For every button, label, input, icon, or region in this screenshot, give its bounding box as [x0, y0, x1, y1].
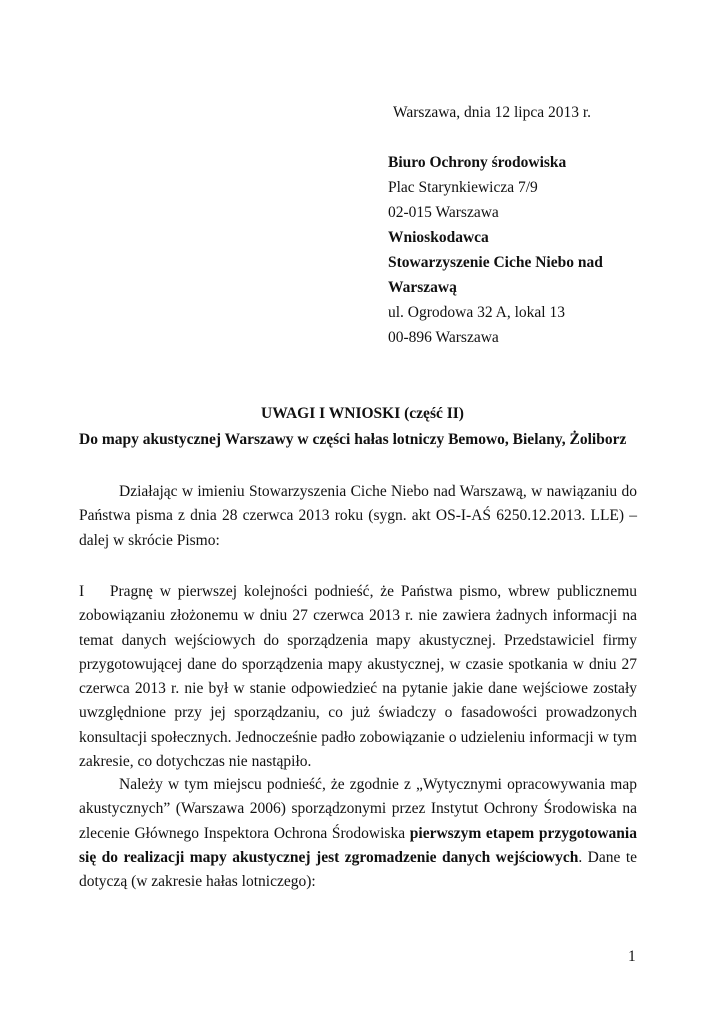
intro-paragraph: Działając w imieniu Stowarzyszenia Ciche Niebo nad Warszawą, w nawiązaniu do Państwa pisma z dnia 28 czerwca 2013 roku (sygn. akt OS-I-AŚ 6250.12.2013. LLE) – dalej w skrócie Pismo: — [79, 483, 637, 549]
document-subtitle: Do mapy akustycznej Warszawy w części hałas lotniczy Bemowo, Bielany, Żoliborz — [79, 431, 627, 448]
applicant-name-line1: Stowarzyszenie Ciche Niebo nad — [388, 254, 603, 271]
applicant-street: ul. Ogrodowa 32 A, lokal 13 — [388, 304, 565, 321]
section-text: Pragnę w pierwszej kolejności podnieść, że Państwa pismo, wbrew publicznemu zobowiązaniu złożonemu w dniu 27 czerwca 2013 r. nie zawiera żadnych informacji na temat danych wejściowych do sporządzenia mapy akustycznej. Przedstawiciel firmy przygotowującej dane do sporządzenia mapy akustycznej, w czasie spotkania w dniu 27 czerwca 2013 r. nie był w stanie odpowiedzieć na pytanie jakie dane wejściowe zostały uwzględnione przy jej sporządzaniu, co już świadczy o fasadowości prowadzonych konsultacji społecznych. Jednocześnie padło zobowiązanie o udzieleniu informacji w tym zakresie, co dotychczas nie nastąpiło. — [79, 583, 638, 771]
document-title: UWAGI I WNIOSKI (część II) — [261, 405, 464, 422]
address-block — [388, 150, 688, 350]
guidelines-text-bold: pierwszym etapem przygotowania się do realizacji mapy akustycznej jest zgromadzenie danych wejściowych — [79, 824, 637, 866]
guidelines-text-part2: . Dane te dotyczą (w zakresie hałas lotniczego): — [79, 848, 638, 891]
section-i-paragraph — [79, 580, 637, 774]
recipient-street: Plac Starynkiewicza 7/9 — [388, 179, 538, 196]
applicant-name-line2: Warszawą — [388, 279, 457, 296]
guidelines-paragraph — [79, 773, 637, 894]
recipient-city: 02-015 Warszawa — [388, 204, 499, 221]
recipient-name: Biuro Ochrony środowiska — [388, 154, 567, 171]
applicant-label: Wnioskodawca — [388, 229, 489, 246]
page-number: 1 — [628, 948, 636, 965]
applicant-city: 00-896 Warszawa — [388, 329, 499, 346]
guidelines-text-part1: Należy w tym miejscu podnieść, że zgodnie z „Wytycznymi opracowywania map akustycznych” (Warszawa 2006) sporządzonymi przez Instytut Ochrony Środowiska na zlecenie Głównego Inspektora Ochrona Środowiska — [79, 776, 637, 842]
place-date: Warszawa, dnia 12 lipca 2013 r. — [393, 104, 592, 121]
section-number: I — [79, 583, 85, 600]
